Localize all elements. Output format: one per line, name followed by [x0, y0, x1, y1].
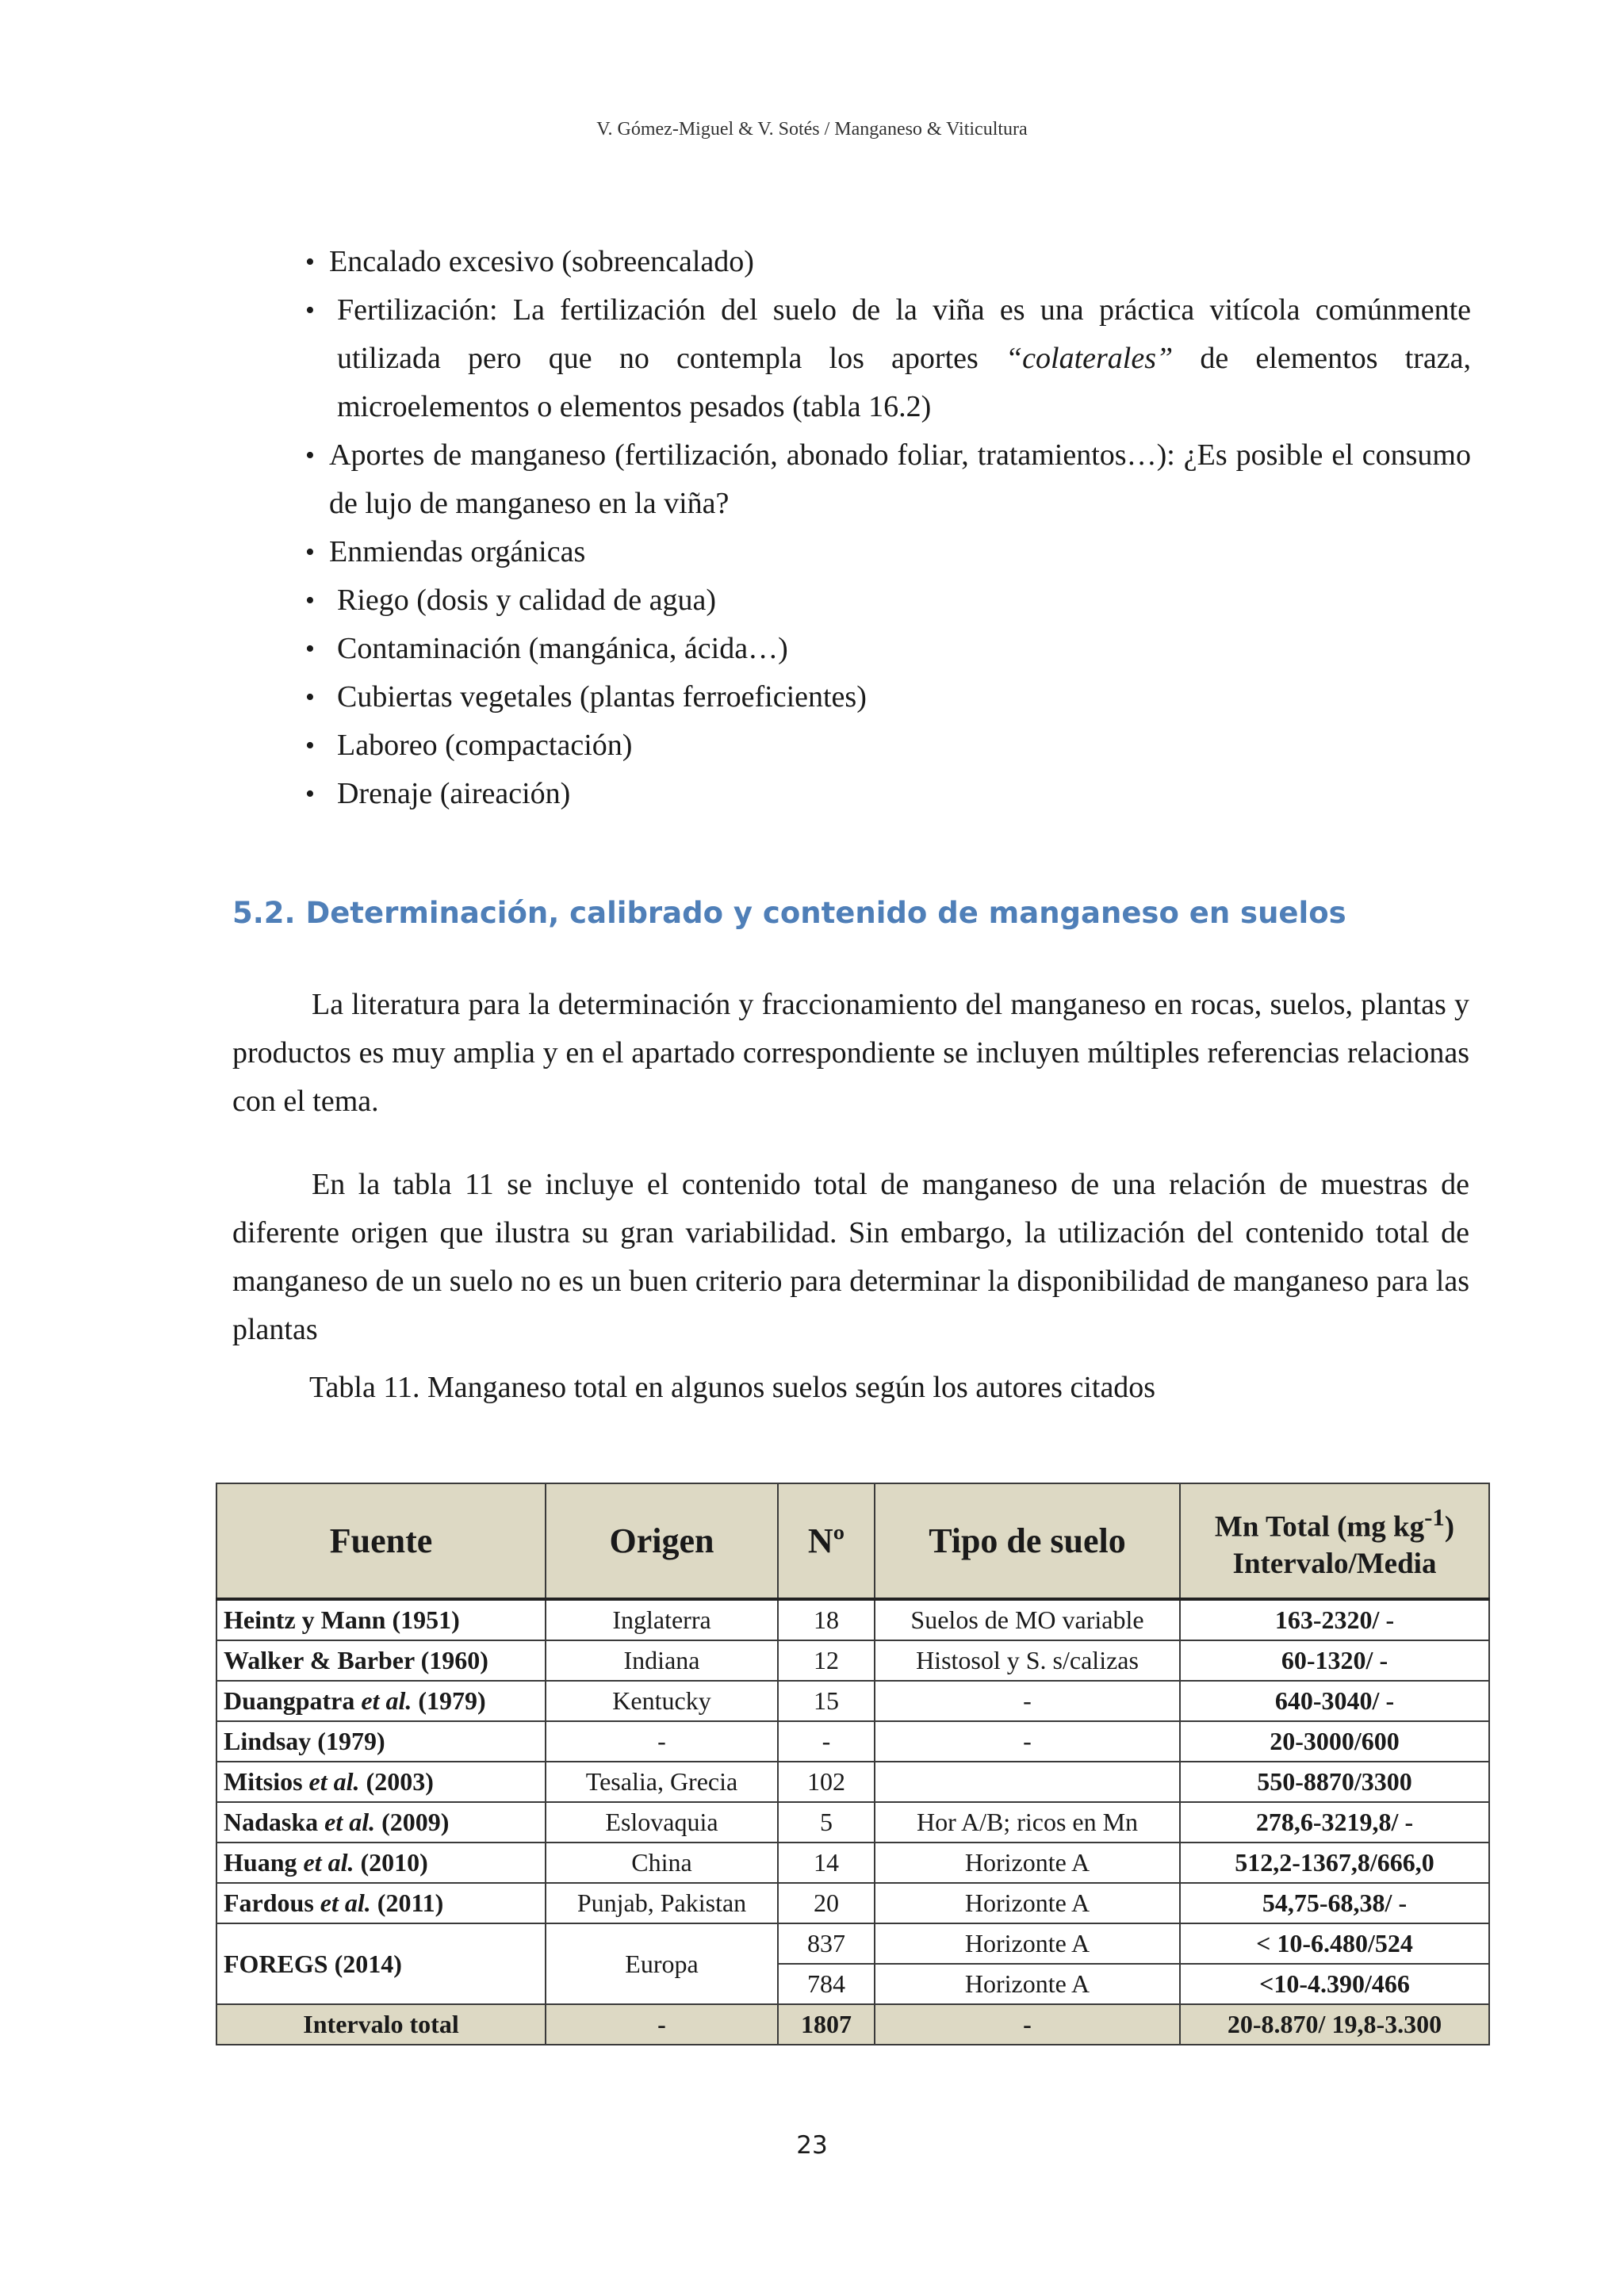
bullet-item [305, 625, 1471, 673]
bullet-text: Riego (dosis y calidad de agua) [337, 584, 717, 617]
cell-tipo: Hor A/B; ricos en Mn [875, 1802, 1180, 1843]
cell-n: 784 [778, 1964, 875, 2004]
cell-mn: 640-3040/ - [1180, 1681, 1489, 1721]
cell-origen: Europa [546, 1923, 778, 2004]
bullet-text: Contaminación (mangánica, ácida…) [337, 632, 788, 665]
cell-n: 837 [778, 1923, 875, 1964]
bullet-text: de elementos traza, microelementos o elementos pesados (tabla 16.2) [337, 342, 1472, 423]
bullet-text: Aportes de manganeso (fertilización, abonado foliar, tratamientos…): ¿Es posible el consumo de lujo de manganeso en la viña? [329, 438, 1471, 520]
cell-origen: Inglaterra [546, 1599, 778, 1640]
cell-fuente [216, 1843, 546, 1883]
col-header-fuente: Fuente [216, 1483, 546, 1599]
author-etal: et al. [324, 1808, 376, 1836]
cell-n: 18 [778, 1599, 875, 1640]
cell-tipo [875, 1762, 1180, 1802]
cell-mn: <10-4.390/466 [1180, 1964, 1489, 2004]
author-etal: et al. [320, 1888, 371, 1917]
cell-n: 5 [778, 1802, 875, 1843]
table-row [216, 1802, 1489, 1843]
bullet-item [305, 770, 1471, 818]
running-header: V. Gómez-Miguel & V. Sotés / Manganeso & Viticultura [596, 119, 1028, 140]
cell-tipo: Horizonte A [875, 1923, 1180, 1964]
cell-mn: 512,2-1367,8/666,0 [1180, 1843, 1489, 1883]
bullet-item [305, 431, 1471, 528]
bullet-item [305, 528, 1471, 576]
table-row [216, 1883, 1489, 1923]
cell-origen: - [546, 2004, 778, 2045]
bullet-item [305, 286, 1471, 431]
cell-n: 15 [778, 1681, 875, 1721]
cell-fuente: Lindsay (1979) [216, 1721, 546, 1762]
cell-tipo: - [875, 1681, 1180, 1721]
author-name: Fardous [224, 1888, 314, 1917]
cell-fuente: Walker & Barber (1960) [216, 1640, 546, 1681]
cell-n: 12 [778, 1640, 875, 1681]
bullet-emphasis: “colaterales” [1005, 342, 1174, 375]
author-year: (1979) [418, 1686, 486, 1715]
cell-tipo: Suelos de MO variable [875, 1599, 1180, 1640]
cell-n: 1807 [778, 2004, 875, 2045]
cell-mn: 163-2320/ - [1180, 1599, 1489, 1640]
cell-mn: 20-8.870/ 19,8-3.300 [1180, 2004, 1489, 2045]
bullet-item [305, 721, 1471, 770]
table-header-row [216, 1483, 1489, 1599]
table-row [216, 1923, 1489, 1964]
table-row [216, 1721, 1489, 1762]
cell-mn: 20-3000/600 [1180, 1721, 1489, 1762]
author-year: (2010) [360, 1848, 428, 1877]
cell-tipo: - [875, 1721, 1180, 1762]
cell-fuente: Heintz y Mann (1951) [216, 1599, 546, 1640]
cell-fuente: FOREGS (2014) [216, 1923, 546, 2004]
cell-mn: 550-8870/3300 [1180, 1762, 1489, 1802]
author-etal: et al. [303, 1848, 354, 1877]
manganese-table [216, 1483, 1490, 2045]
section-heading: 5.2. Determinación, calibrado y contenido de manganeso en suelos [232, 896, 1346, 930]
col-header-n: Nº [778, 1483, 875, 1599]
author-etal: et al. [361, 1686, 412, 1715]
body-paragraph: En la tabla 11 se incluye el contenido total de manganeso de una relación de muestras de diferente origen que ilustra su gran variabilidad. Sin embargo, la utilización del contenido total de manganeso de un suelo no es un buen criterio para determinar la disponibilidad de manganeso para las plantas [232, 1168, 1469, 1346]
author-name: Huang [224, 1848, 297, 1877]
cell-tipo: Histosol y S. s/calizas [875, 1640, 1180, 1681]
author-year: (2009) [381, 1808, 450, 1836]
body-paragraph: La literatura para la determinación y fraccionamiento del manganeso en rocas, suelos, plantas y productos es muy amplia y en el apartado correspondiente se incluyen múltiples referencias relacionas con el tema. [232, 988, 1469, 1118]
author-name: Duangpatra [224, 1686, 355, 1715]
cell-mn: 54,75-68,38/ - [1180, 1883, 1489, 1923]
table-row [216, 1640, 1489, 1681]
col-header-origen: Origen [546, 1483, 778, 1599]
cell-origen: Indiana [546, 1640, 778, 1681]
table-row [216, 1599, 1489, 1640]
bullet-text: Fertilización: La fertilización del suelo de la viña es una práctica vitícola comúnmente utilizada pero que no contempla los aportes [337, 293, 1471, 375]
mn-header-text: Mn Total (mg kg [1214, 1510, 1425, 1544]
cell-fuente [216, 1883, 546, 1923]
cell-fuente [216, 1802, 546, 1843]
cell-origen: Tesalia, Grecia [546, 1762, 778, 1802]
bullet-text: Drenaje (aireación) [337, 777, 571, 810]
cell-n: - [778, 1721, 875, 1762]
table-row [216, 1843, 1489, 1883]
author-name: Mitsios [224, 1767, 303, 1796]
author-name: Nadaska [224, 1808, 319, 1836]
table-row [216, 1681, 1489, 1721]
table-row [216, 1762, 1489, 1802]
mn-header-close: ) [1444, 1510, 1455, 1544]
cell-origen: China [546, 1843, 778, 1883]
cell-tipo: Horizonte A [875, 1843, 1180, 1883]
cell-origen: Eslovaquia [546, 1802, 778, 1843]
cell-origen: Punjab, Pakistan [546, 1883, 778, 1923]
table-total-row [216, 2004, 1489, 2045]
author-year: (2003) [366, 1767, 434, 1796]
cell-fuente [216, 1681, 546, 1721]
cell-mn: 278,6-3219,8/ - [1180, 1802, 1489, 1843]
cell-n: 14 [778, 1843, 875, 1883]
bullet-text: Enmiendas orgánicas [329, 535, 586, 568]
page-number: 23 [796, 2131, 828, 2160]
cell-n: 20 [778, 1883, 875, 1923]
col-header-mn-total [1180, 1483, 1489, 1599]
cell-tipo: - [875, 2004, 1180, 2045]
cell-fuente [216, 1762, 546, 1802]
cell-origen: Kentucky [546, 1681, 778, 1721]
bullet-item [305, 673, 1471, 721]
table-caption: Tabla 11. Manganeso total en algunos suelos según los autores citados [309, 1371, 1156, 1404]
cell-mn: 60-1320/ - [1180, 1640, 1489, 1681]
bullet-text: Laboreo (compactación) [337, 729, 633, 762]
bullet-text: Encalado excesivo (sobreencalado) [329, 245, 754, 278]
mn-header-exponent: -1 [1424, 1504, 1445, 1532]
bullet-text: Cubiertas vegetales (plantas ferroeficientes) [337, 680, 867, 714]
cell-origen: - [546, 1721, 778, 1762]
cell-tipo: Horizonte A [875, 1964, 1180, 2004]
bullet-item [305, 238, 1471, 286]
bullet-list [305, 238, 1471, 818]
bullet-item [305, 576, 1471, 625]
mn-header-subtitle: Intervalo/Media [1232, 1547, 1437, 1580]
author-etal: et al. [308, 1767, 360, 1796]
cell-tipo: Horizonte A [875, 1883, 1180, 1923]
cell-n: 102 [778, 1762, 875, 1802]
author-year: (2011) [377, 1888, 444, 1917]
cell-total-label: Intervalo total [216, 2004, 546, 2045]
col-header-tipo: Tipo de suelo [875, 1483, 1180, 1599]
cell-mn: < 10-6.480/524 [1180, 1923, 1489, 1964]
